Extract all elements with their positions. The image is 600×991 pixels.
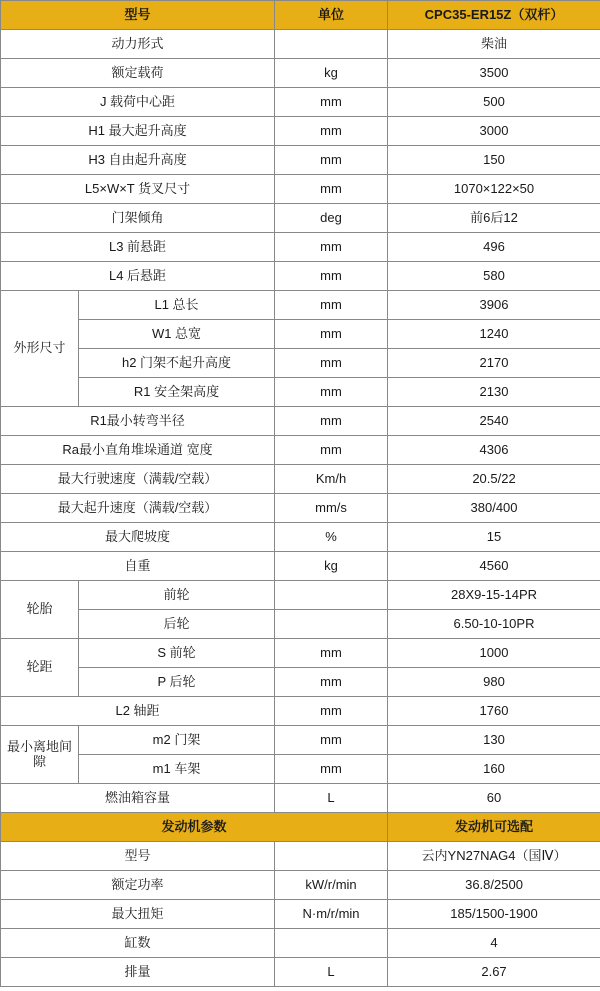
row-unit <box>275 610 388 639</box>
row-unit: L <box>275 784 388 813</box>
row-label: 动力形式 <box>1 30 275 59</box>
table-row <box>1 958 600 987</box>
row-value: 1070×122×50 <box>388 175 600 204</box>
table-section-row <box>1 813 600 842</box>
row-value: 前6后12 <box>388 204 600 233</box>
row-label: 最大爬坡度 <box>1 523 275 552</box>
table-row <box>1 755 600 784</box>
group-label: 轮距 <box>1 639 79 697</box>
row-value: 60 <box>388 784 600 813</box>
row-unit: mm <box>275 175 388 204</box>
header-model: 型号 <box>1 1 275 30</box>
row-unit: mm <box>275 378 388 407</box>
table-row <box>1 494 600 523</box>
row-label: 门架倾角 <box>1 204 275 233</box>
row-unit: mm <box>275 262 388 291</box>
row-unit: mm <box>275 668 388 697</box>
row-value: 2170 <box>388 349 600 378</box>
table-row <box>1 552 600 581</box>
row-unit: mm/s <box>275 494 388 523</box>
row-unit: mm <box>275 88 388 117</box>
row-unit: mm <box>275 349 388 378</box>
row-value: 云内YN27NAG4（国Ⅳ） <box>388 842 600 871</box>
row-value: 1760 <box>388 697 600 726</box>
table-row <box>1 581 600 610</box>
row-value: 150 <box>388 146 600 175</box>
row-label: 额定功率 <box>1 871 275 900</box>
row-value: 28X9-15-14PR <box>388 581 600 610</box>
table-row <box>1 784 600 813</box>
row-value: 380/400 <box>388 494 600 523</box>
row-value: 160 <box>388 755 600 784</box>
table-row <box>1 233 600 262</box>
row-label: m1 车架 <box>79 755 275 784</box>
row-value: 2130 <box>388 378 600 407</box>
row-value: 4 <box>388 929 600 958</box>
section-label: 发动机参数 <box>1 813 388 842</box>
table-row <box>1 929 600 958</box>
table-row <box>1 349 600 378</box>
row-value: 2.67 <box>388 958 600 987</box>
row-label: 排量 <box>1 958 275 987</box>
row-value: 1000 <box>388 639 600 668</box>
table-row <box>1 378 600 407</box>
row-value: 6.50-10-10PR <box>388 610 600 639</box>
header-value: CPC35-ER15Z（双杆） <box>388 1 600 30</box>
table-row <box>1 668 600 697</box>
table-row <box>1 639 600 668</box>
row-unit: mm <box>275 117 388 146</box>
row-unit: mm <box>275 639 388 668</box>
row-label: 最大扭矩 <box>1 900 275 929</box>
row-label: R1 安全架高度 <box>79 378 275 407</box>
section-value: 发动机可选配 <box>388 813 600 842</box>
row-unit: mm <box>275 726 388 755</box>
row-label: L5×W×T 货叉尺寸 <box>1 175 275 204</box>
row-unit: Km/h <box>275 465 388 494</box>
header-unit: 单位 <box>275 1 388 30</box>
row-unit: mm <box>275 146 388 175</box>
table-row <box>1 30 600 59</box>
row-label: H1 最大起升高度 <box>1 117 275 146</box>
row-unit: N·m/r/min <box>275 900 388 929</box>
row-value: 185/1500-1900 <box>388 900 600 929</box>
row-value: 980 <box>388 668 600 697</box>
row-unit: kg <box>275 552 388 581</box>
table-row <box>1 697 600 726</box>
table-row <box>1 900 600 929</box>
row-label: L2 轴距 <box>1 697 275 726</box>
row-label: L1 总长 <box>79 291 275 320</box>
row-value: 130 <box>388 726 600 755</box>
table-row <box>1 291 600 320</box>
row-label: L3 前悬距 <box>1 233 275 262</box>
row-label: J 载荷中心距 <box>1 88 275 117</box>
row-unit: deg <box>275 204 388 233</box>
row-value: 500 <box>388 88 600 117</box>
row-value: 2540 <box>388 407 600 436</box>
row-unit: kW/r/min <box>275 871 388 900</box>
table-row <box>1 262 600 291</box>
row-label: Ra最小直角堆垛通道 宽度 <box>1 436 275 465</box>
row-unit: L <box>275 958 388 987</box>
table-row <box>1 117 600 146</box>
row-label: P 后轮 <box>79 668 275 697</box>
row-label: H3 自由起升高度 <box>1 146 275 175</box>
row-unit: mm <box>275 697 388 726</box>
table-row <box>1 204 600 233</box>
row-label: 燃油箱容量 <box>1 784 275 813</box>
row-value: 4306 <box>388 436 600 465</box>
table-row <box>1 871 600 900</box>
table-row <box>1 465 600 494</box>
row-label: S 前轮 <box>79 639 275 668</box>
row-value: 36.8/2500 <box>388 871 600 900</box>
table-row <box>1 407 600 436</box>
row-unit <box>275 581 388 610</box>
row-unit <box>275 30 388 59</box>
row-unit: mm <box>275 436 388 465</box>
row-value: 3906 <box>388 291 600 320</box>
row-value: 4560 <box>388 552 600 581</box>
row-unit: mm <box>275 233 388 262</box>
row-value: 496 <box>388 233 600 262</box>
table-row <box>1 523 600 552</box>
group-label: 最小离地间隙 <box>1 726 79 784</box>
table-row <box>1 436 600 465</box>
table-row <box>1 320 600 349</box>
table-header-row <box>1 1 600 30</box>
row-label: 型号 <box>1 842 275 871</box>
row-unit: kg <box>275 59 388 88</box>
row-label: 最大起升速度（满载/空载） <box>1 494 275 523</box>
table-row <box>1 88 600 117</box>
table-row <box>1 842 600 871</box>
row-label: h2 门架不起升高度 <box>79 349 275 378</box>
row-value: 3000 <box>388 117 600 146</box>
row-label: L4 后悬距 <box>1 262 275 291</box>
row-label: 后轮 <box>79 610 275 639</box>
row-label: 额定载荷 <box>1 59 275 88</box>
row-unit: % <box>275 523 388 552</box>
row-unit <box>275 842 388 871</box>
row-value: 20.5/22 <box>388 465 600 494</box>
table-row <box>1 175 600 204</box>
row-label: 最大行驶速度（满载/空载） <box>1 465 275 494</box>
row-label: 缸数 <box>1 929 275 958</box>
row-unit: mm <box>275 407 388 436</box>
row-value: 3500 <box>388 59 600 88</box>
table-row <box>1 726 600 755</box>
row-label: R1最小转弯半径 <box>1 407 275 436</box>
row-value: 1240 <box>388 320 600 349</box>
row-label: m2 门架 <box>79 726 275 755</box>
row-label: 前轮 <box>79 581 275 610</box>
group-label: 外形尺寸 <box>1 291 79 407</box>
row-label: W1 总宽 <box>79 320 275 349</box>
table-row <box>1 59 600 88</box>
row-value: 580 <box>388 262 600 291</box>
table-row <box>1 610 600 639</box>
row-value: 柴油 <box>388 30 600 59</box>
row-unit <box>275 929 388 958</box>
table-body <box>1 1 600 987</box>
row-unit: mm <box>275 291 388 320</box>
row-label: 自重 <box>1 552 275 581</box>
group-label: 轮胎 <box>1 581 79 639</box>
table-row <box>1 146 600 175</box>
row-unit: mm <box>275 755 388 784</box>
row-unit: mm <box>275 320 388 349</box>
row-value: 15 <box>388 523 600 552</box>
